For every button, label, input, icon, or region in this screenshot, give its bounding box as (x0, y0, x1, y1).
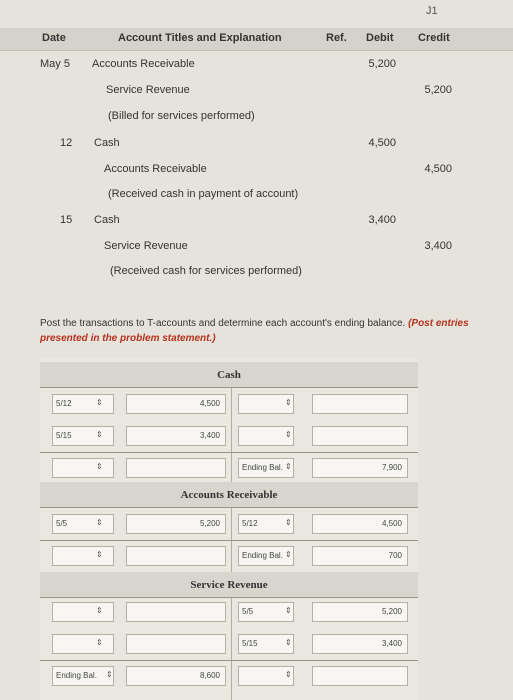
ar-row1-right-amount[interactable]: 4,500 (312, 514, 408, 534)
updown-chevron-icon[interactable]: ⇕ (96, 638, 103, 647)
updown-chevron-icon[interactable]: ⇕ (285, 518, 292, 527)
cash-row1-left-label[interactable]: 5/12 (52, 394, 114, 414)
header-debit: Debit (366, 32, 394, 44)
entry-3-date: 15 (60, 214, 73, 226)
updown-chevron-icon[interactable]: ⇕ (285, 398, 292, 407)
rev-row1-right-label[interactable]: 5/5 (238, 602, 294, 622)
entry-2-credit: 4,500 (424, 163, 452, 175)
entry-3-explanation: (Received cash for services performed) (110, 265, 302, 277)
entry-2-debit: 4,500 (368, 137, 396, 149)
cash-ending-amount[interactable]: 7,900 (312, 458, 408, 478)
entry-3-credit: 3,400 (424, 240, 452, 252)
entry-2-credit-account: Accounts Receivable (104, 163, 207, 175)
rev-row2-left-select[interactable] (52, 634, 114, 654)
ar-title: Accounts Receivable (40, 482, 418, 508)
ar-ending-left-amount[interactable] (126, 546, 226, 566)
updown-chevron-icon[interactable]: ⇕ (285, 638, 292, 647)
entry-3-debit: 3,400 (368, 214, 396, 226)
updown-chevron-icon[interactable]: ⇕ (285, 606, 292, 615)
rev-title-rule (40, 597, 418, 598)
instructions-text: Post the transactions to T-accounts and determine each account's ending balance. (40, 318, 406, 329)
updown-chevron-icon[interactable]: ⇕ (285, 670, 292, 679)
updown-chevron-icon[interactable]: ⇕ (96, 462, 103, 471)
rev-total-rule (40, 660, 418, 661)
cash-ending-left-select[interactable] (52, 458, 114, 478)
entry-2-explanation: (Received cash in payment of account) (108, 188, 299, 200)
journal-page-ref: J1 (426, 5, 438, 17)
rev-row2-right-amount[interactable]: 3,400 (312, 634, 408, 654)
taccount-center-divider (231, 386, 232, 700)
rev-row1-left-amount[interactable] (126, 602, 226, 622)
updown-chevron-icon[interactable]: ⇕ (285, 430, 292, 439)
ar-row1-right-label[interactable]: 5/12 (238, 514, 294, 534)
entry-1-debit: 5,200 (368, 58, 396, 70)
rev-ending-amount[interactable]: 8,600 (126, 666, 226, 686)
rev-row1-right-amount[interactable]: 5,200 (312, 602, 408, 622)
updown-chevron-icon[interactable]: ⇕ (285, 550, 292, 559)
rev-ending-right-amount[interactable] (312, 666, 408, 686)
ar-ending-label[interactable]: Ending Bal. (238, 546, 294, 566)
rev-title: Service Revenue (40, 572, 418, 598)
rev-row2-left-amount[interactable] (126, 634, 226, 654)
cash-title-rule (40, 387, 418, 388)
ar-row1-left-label[interactable]: 5/5 (52, 514, 114, 534)
rev-ending-label[interactable]: Ending Bal. (52, 666, 114, 686)
cash-title: Cash (40, 362, 418, 388)
entry-2-debit-account: Cash (94, 137, 120, 149)
entry-1-credit-account: Service Revenue (106, 84, 190, 96)
updown-chevron-icon[interactable]: ⇕ (96, 550, 103, 559)
updown-chevron-icon[interactable]: ⇕ (96, 430, 103, 439)
entry-1-debit-account: Accounts Receivable (92, 58, 195, 70)
header-ref: Ref. (326, 32, 347, 44)
entry-1-credit: 5,200 (424, 84, 452, 96)
cash-row2-right-amount[interactable] (312, 426, 408, 446)
cash-total-rule (40, 452, 418, 453)
cash-ending-label[interactable]: Ending Bal. (238, 458, 294, 478)
cash-ending-left-amount[interactable] (126, 458, 226, 478)
header-date: Date (42, 32, 66, 44)
ar-row1-left-amount[interactable]: 5,200 (126, 514, 226, 534)
cash-row1-right-amount[interactable] (312, 394, 408, 414)
cash-row1-left-amount[interactable]: 4,500 (126, 394, 226, 414)
updown-chevron-icon[interactable]: ⇕ (96, 518, 103, 527)
instructions (40, 316, 510, 346)
cash-row2-left-amount[interactable]: 3,400 (126, 426, 226, 446)
header-credit: Credit (418, 32, 450, 44)
entry-3-credit-account: Service Revenue (104, 240, 188, 252)
cash-row2-left-label[interactable]: 5/15 (52, 426, 114, 446)
updown-chevron-icon[interactable]: ⇕ (106, 670, 113, 679)
ar-ending-amount[interactable]: 700 (312, 546, 408, 566)
rev-row2-right-label[interactable]: 5/15 (238, 634, 294, 654)
rev-row1-left-select[interactable] (52, 602, 114, 622)
ar-title-rule (40, 507, 418, 508)
entry-1-explanation: (Billed for services performed) (108, 110, 255, 122)
entry-3-debit-account: Cash (94, 214, 120, 226)
ar-ending-left-select[interactable] (52, 546, 114, 566)
entry-1-date: May 5 (40, 58, 70, 70)
header-titles: Account Titles and Explanation (118, 32, 282, 44)
updown-chevron-icon[interactable]: ⇕ (285, 462, 292, 471)
instructions-note: (Post entries presented in the problem statement.) (40, 318, 469, 344)
updown-chevron-icon[interactable]: ⇕ (96, 398, 103, 407)
ar-total-rule (40, 540, 418, 541)
updown-chevron-icon[interactable]: ⇕ (96, 606, 103, 615)
entry-2-date: 12 (60, 137, 73, 149)
